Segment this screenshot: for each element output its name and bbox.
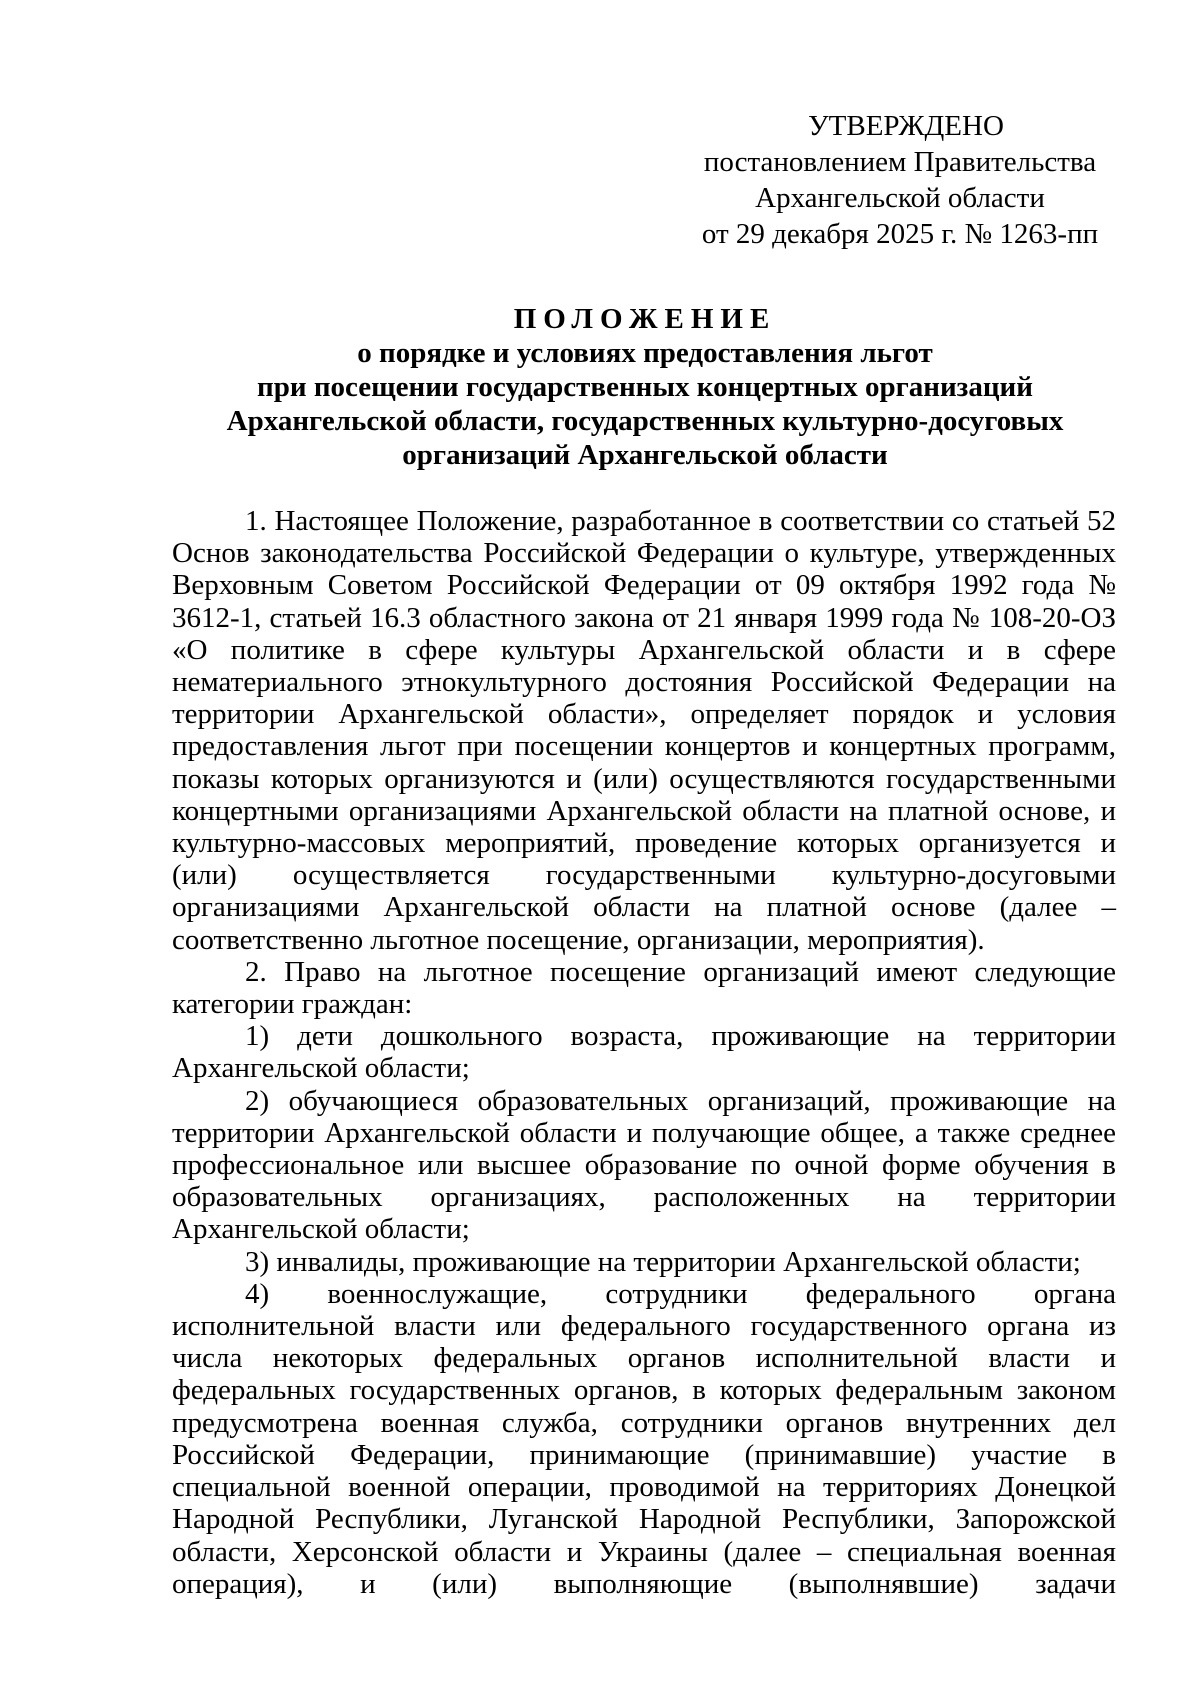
document-subtitle-line-2: при посещении государственных концертных организаций — [257, 371, 1033, 403]
document-title: ПОЛОЖЕНИЕ — [513, 303, 777, 335]
paragraph-2: 2. Право на льготное посещение организаций имеют следующие категории граждан: — [172, 955, 1116, 1021]
list-item-3: 3) инвалиды, проживающие на территории Архангельской области; — [245, 1245, 1081, 1278]
list-item-1: 1) дети дошкольного возраста, проживающие на территории Архангельской области; — [172, 1020, 1116, 1085]
document-title-block — [170, 302, 1120, 472]
list-item-4: 4) военнослужащие, сотрудники федерального органа исполнительной власти или федерального государственного органа из числа некоторых федеральных органов исполнительной власти и федеральных государственных органов, в которых федеральным законом предусмотрена военная служба, сотрудники органов внутренних дел Российской Федерации, принимающие (принимавшие) участие в специальной военной операции, проводимой на территориях Донецкой Народной Республики, Луганской Народной Республики, Запорожской области, Херсонской области и Украины (далее – специальная военная операция), и (или) выполняющие (выполнявшие) задачи — [172, 1277, 1116, 1600]
document-subtitle-line-3: Архангельской области, государственных культурно-досуговых — [226, 405, 1064, 437]
document-subtitle-line-4: организаций Архангельской области — [402, 439, 888, 471]
approval-stamp — [700, 108, 1100, 252]
approval-line-3: от 29 декабря 2025 г. № 1263-пп — [701, 218, 1099, 250]
document-subtitle-line-1: о порядке и условиях предоставления льгот — [357, 337, 933, 369]
list-item-2: 2) обучающиеся образовательных организаций, проживающие на территории Архангельской области и получающие общее, а также среднее профессиональное или высшее образование по очной форме обучения в образовательных организациях, расположенных на территории Архангельской области; — [172, 1084, 1116, 1246]
paragraph-1: 1. Настоящее Положение, разработанное в соответствии со статьей 52 Основ законодательства Российской Федерации о культуре, утвержденных Верховным Советом Российской Федерации от 09 октября 1992 года № 3612-1, статьей 16.3 областного закона от 21 января 1999 года № 108-20-ОЗ «О политике в сфере культуры Архангельской области и в сфере нематериального этнокультурного достояния Российской Федерации на территории Архангельской области», определяет порядок и условия предоставления льгот при посещении концертов и концертных программ, показы которых организуются и (или) осуществляются государственными концертными организациями Архангельской области на платной основе, и культурно-массовых мероприятий, проведение которых организуется и (или) осуществляется государственными культурно-досуговыми организациями Архангельской области на платной основе (далее – соответственно льготное посещение, организации, мероприятия). — [172, 505, 1116, 956]
approval-line-1: постановлением Правительства — [703, 146, 1097, 178]
approval-label: УТВЕРЖДЕНО — [808, 110, 1004, 142]
approval-line-2: Архангельской области — [755, 182, 1045, 214]
document-body — [172, 505, 1116, 1600]
